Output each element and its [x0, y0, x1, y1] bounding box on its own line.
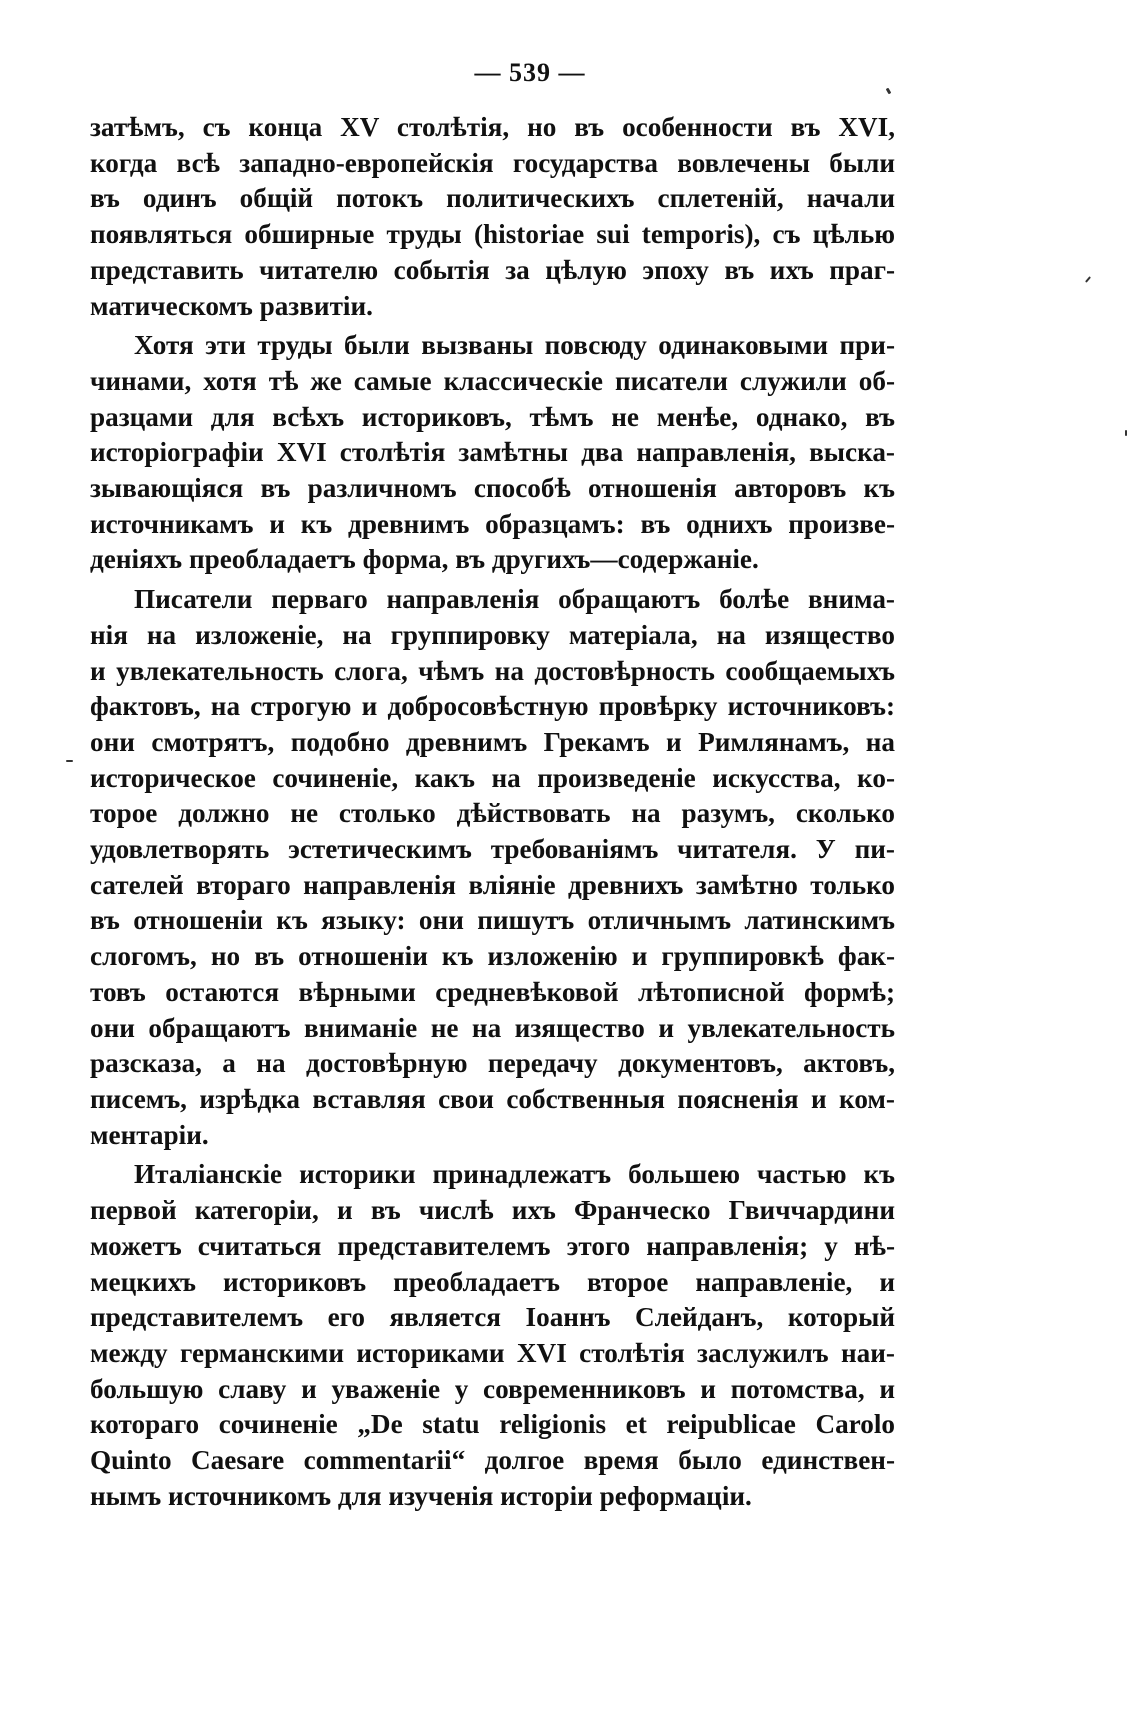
- text-line: деніяхъ преобладаетъ форма, въ другихъ—содержаніе.: [90, 544, 759, 575]
- text-line: Quinto Caesare commentarii“ долгое время было единствен-: [90, 1445, 895, 1476]
- text-line: писемъ, изрѣдка вставляя свои собственныя поясненія и ком-: [90, 1083, 895, 1114]
- text-line: мецкихъ историковъ преобладаетъ второе направленіе, и: [90, 1266, 895, 1297]
- paragraph-1: [90, 110, 895, 324]
- paragraph-3: [90, 582, 895, 1153]
- text-line: большую славу и уваженіе у современниковъ и потомства, и: [90, 1373, 895, 1404]
- text-line: Писатели перваго направленія обращаютъ болѣе внима-: [134, 584, 895, 615]
- text-line: ментаріи.: [90, 1119, 209, 1150]
- text-line: нія на изложеніе, на группировку матеріала, на изящество: [90, 619, 895, 650]
- text-line: появляться обширные труды (historiae sui temporis), съ цѣлью: [90, 219, 895, 250]
- text-line: можетъ считаться представителемъ этого направленія; у нѣ-: [90, 1230, 895, 1261]
- text-line: между германскими историками XVI столѣтія заслужилъ наи-: [90, 1337, 895, 1368]
- scan-speck: [1085, 276, 1091, 283]
- text-line: товъ остаются вѣрными средневѣковой лѣтописной формѣ;: [90, 976, 895, 1007]
- paragraph-2: [90, 328, 895, 578]
- text-line: они обращаютъ вниманіе не на изящество и увлекательность: [90, 1012, 895, 1043]
- text-line: и увлекательность слога, чѣмъ на достовѣрность сообщаемыхъ: [90, 655, 895, 686]
- text-line: торое должно не столько дѣйствовать на разумъ, сколько: [90, 798, 895, 829]
- scan-speck: [886, 88, 892, 95]
- text-line: затѣмъ, съ конца XV столѣтія, но въ особенности въ XVI,: [90, 112, 895, 142]
- text-line: исторіографіи XVI столѣтія замѣтны два направленія, выска-: [90, 437, 895, 468]
- text-line: разсказа, а на достовѣрную передачу документовъ, актовъ,: [90, 1048, 895, 1079]
- text-line: котораго сочиненіе „De statu religionis et reipublicae Carolo: [90, 1409, 895, 1440]
- text-line: когда всѣ западно-европейскія государства вовлечены были: [90, 147, 895, 178]
- text-line: первой категоріи, и въ числѣ ихъ Франческо Гвиччардини: [90, 1195, 895, 1226]
- text-line: въ отношеніи къ языку: они пишутъ отличнымъ латинскимъ: [90, 905, 895, 936]
- paragraph-4: [90, 1157, 895, 1514]
- text-line: историческое сочиненіе, какъ на произведеніе искусства, ко-: [90, 762, 895, 793]
- text-line: Италіанскіе историки принадлежатъ большею частью къ: [134, 1159, 895, 1190]
- scan-speck: [1125, 430, 1127, 436]
- text-line: они смотрятъ, подобно древнимъ Грекамъ и Римлянамъ, на: [90, 726, 895, 757]
- text-line: фактовъ, на строгую и добросовѣстную провѣрку источниковъ:: [90, 691, 895, 722]
- text-line: матическомъ развитіи.: [90, 290, 373, 321]
- text-line: нымъ источникомъ для изученія исторіи реформаціи.: [90, 1480, 752, 1511]
- text-line: источникамъ и къ древнимъ образцамъ: въ однихъ произве-: [90, 508, 895, 539]
- text-line: слогомъ, но въ отношеніи къ изложенію и группировкѣ фак-: [90, 941, 895, 972]
- text-line: удовлетворять эстетическимъ требованіямъ читателя. У пи-: [90, 834, 895, 865]
- text-line: сателей втораго направленія вліяніе древнихъ замѣтно только: [90, 869, 895, 900]
- text-line: чинами, хотя тѣ же самые классическіе писатели служили об-: [90, 365, 895, 396]
- page-number: — 539 —: [474, 58, 586, 87]
- text-line: разцами для всѣхъ историковъ, тѣмъ не менѣе, однако, въ: [90, 401, 895, 432]
- text-line: представителемъ его является Іоаннъ Слейданъ, который: [90, 1302, 895, 1333]
- text-line: зывающіяся въ различномъ способѣ отношенія авторовъ къ: [90, 473, 895, 504]
- text-line: представить читателю событія за цѣлую эпоху въ ихъ праг-: [90, 254, 895, 285]
- text-line: Хотя эти труды были вызваны повсюду одинаковыми при-: [134, 330, 895, 361]
- text-line: въ одинъ общій потокъ политическихъ сплетеній, начали: [90, 183, 895, 214]
- scan-speck: [66, 760, 73, 762]
- body-text: [90, 110, 895, 1514]
